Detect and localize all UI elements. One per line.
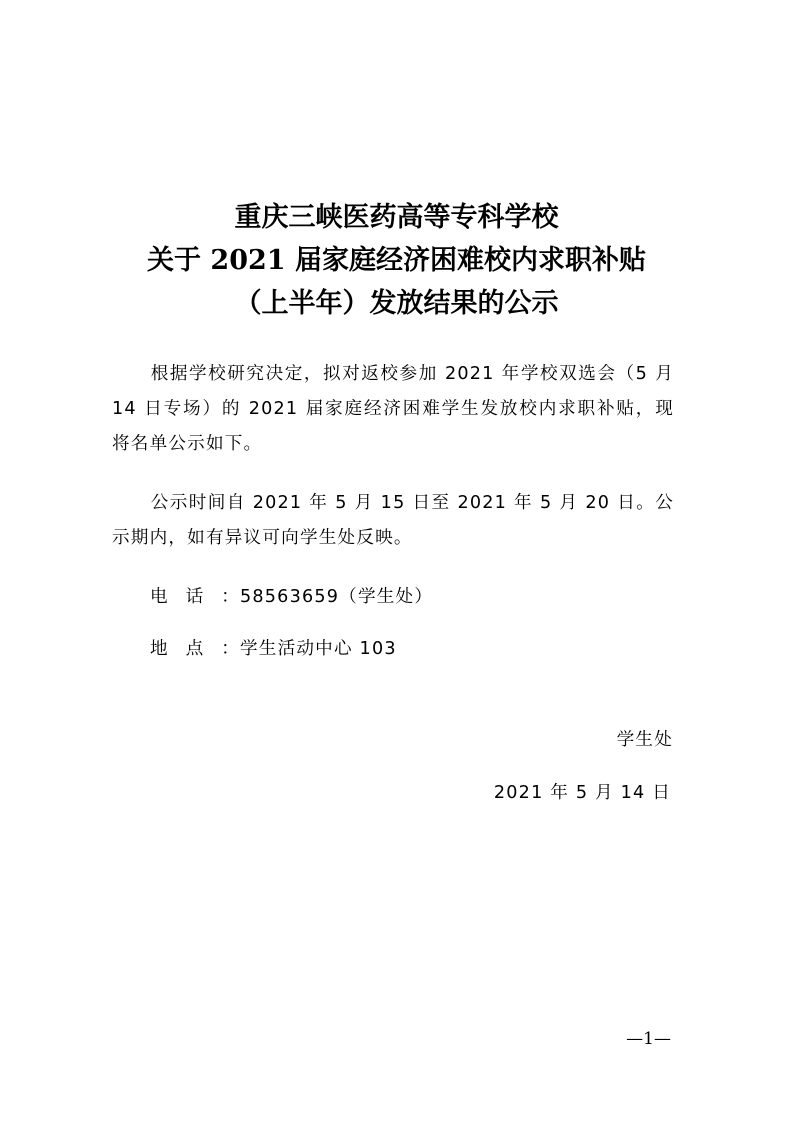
address-separator: ： [221,639,240,659]
address-label: 地点 [150,639,222,659]
phone-value: 58563659（学生处） [240,587,434,607]
paragraph-decision: 根据学校研究决定，拟对返校参加 2021 年学校双选会（5 月 14 日专场）的 2021 届家庭经济困难学生发放校内求职补贴，现将名单公示如下。 [112,364,674,454]
page-number: —1— [626,1029,671,1049]
issue-date: 2021 年 5 月 14 日 [493,783,671,803]
title-line-2: 关于 2021 届家庭经济困难校内求职补贴 [147,245,646,276]
address-value: 学生活动中心 103 [240,639,397,659]
phone-separator: ： [221,587,240,607]
title-line-1: 重庆三峡医药高等专科学校 [234,202,559,233]
contact-phone [150,580,433,615]
phone-label: 电话 [150,587,222,607]
document-title [0,196,793,325]
title-line-3: （上半年）发放结果的公示 [234,288,559,319]
contact-address [150,632,397,667]
issuer-signature: 学生处 [616,730,673,750]
paragraph-publicity-period: 公示时间自 2021 年 5 月 15 日至 2021 年 5 月 20 日。公示期内，如有异议可向学生处反映。 [112,493,674,548]
